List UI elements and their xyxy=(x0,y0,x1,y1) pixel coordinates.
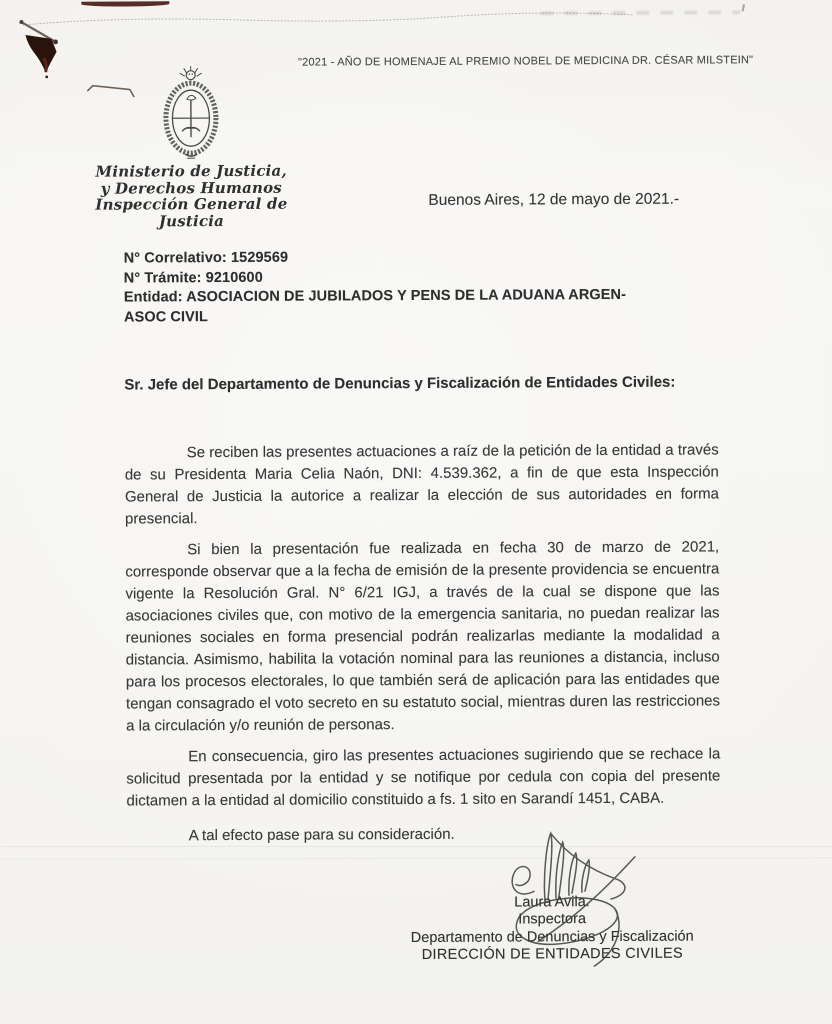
scan-speck xyxy=(742,4,745,11)
ink-blot-artifact xyxy=(25,35,56,73)
signer-title: Inspectora xyxy=(518,910,587,927)
paper-crease xyxy=(2,846,832,847)
correlativo-number: N° Correlativo: 1529569 xyxy=(123,249,289,267)
reference-block xyxy=(124,246,724,327)
letterhead xyxy=(66,65,317,230)
ministry-name-line2: y Derechos Humanos xyxy=(100,178,282,198)
entity-name-line1: Entidad: ASOCIACION DE JUBILADOS Y PENS DE LA ADUANA ARGEN- xyxy=(123,286,627,306)
signer-name: Laura Avila. xyxy=(514,894,590,911)
letter-body xyxy=(125,439,721,821)
addressee: Sr. Jefe del Departamento de Denuncias y Fiscalización de Entidades Civiles: xyxy=(124,373,676,394)
paragraph: Se reciben las presentes actuaciones a raíz de la petición de la entidad a través de su Presidenta Maria Celia Naón, DNI: 4.539.362, a fin de que esta Inspección General de Justicia la autorice a realizar la elección de sus autoridades en forma presencial. xyxy=(124,441,719,528)
paragraph: Si bien la presentación fue realizada en fecha 30 de marzo de 2021, corresponde observar que a la fecha de emisión de la presente providencia se encuentra vigente la Resolución Gral. N° 6/21 IGJ, a través de la cual se dispone que las asociaciones civiles que, con motivo de la emergencia sanitaria, no puedan realizar las reuniones sociales en forma presencial podrán realizarlas mediante la modalidad a distancia. Asimismo, habilita la votación nominal para las reuniones a distancia, incluso para los procesos electorales, lo que también será de aplicación para las entidades que tengan consagrado el voto secreto en su estatuto social, mientras duren las restricciones a la circulación y/o reunión de personas. xyxy=(125,538,721,735)
signer-department: Departamento de Denuncias y Fiscalización xyxy=(410,928,694,947)
signature-block xyxy=(387,893,717,963)
ministry-name-line1: Ministerio de Justicia, xyxy=(95,161,287,181)
argentina-coat-of-arms-icon xyxy=(154,65,229,161)
tramite-number: N° Trámite: 9210600 xyxy=(123,269,263,287)
signer-direction: DIRECCIÓN DE ENTIDADES CIVILES xyxy=(421,945,683,963)
paragraph: En consecuencia, giro las presentes actuaciones sugiriendo que se rechace la solicitud presentada por la entidad y se notifique por cedula con copia del presente dictamen a la entidad al domicilio constituido a fs. 1 sito en Sarandí 1451, CABA. xyxy=(126,745,721,810)
city-date-line: Buenos Aires, 12 de mayo de 2021.- xyxy=(428,190,680,209)
agency-name: Inspección General de Justicia xyxy=(95,194,288,230)
paper-crease xyxy=(2,857,832,859)
year-homage-quote: "2021 - AÑO DE HOMENAJE AL PREMIO NOBEL DE MEDICINA DR. CÉSAR MILSTEIN" xyxy=(298,54,754,69)
entity-name-line2: ASOC CIVIL xyxy=(123,308,209,326)
pencil-line-artifact xyxy=(22,13,632,25)
closing-line: A tal efecto pase para su consideración. xyxy=(188,825,455,845)
